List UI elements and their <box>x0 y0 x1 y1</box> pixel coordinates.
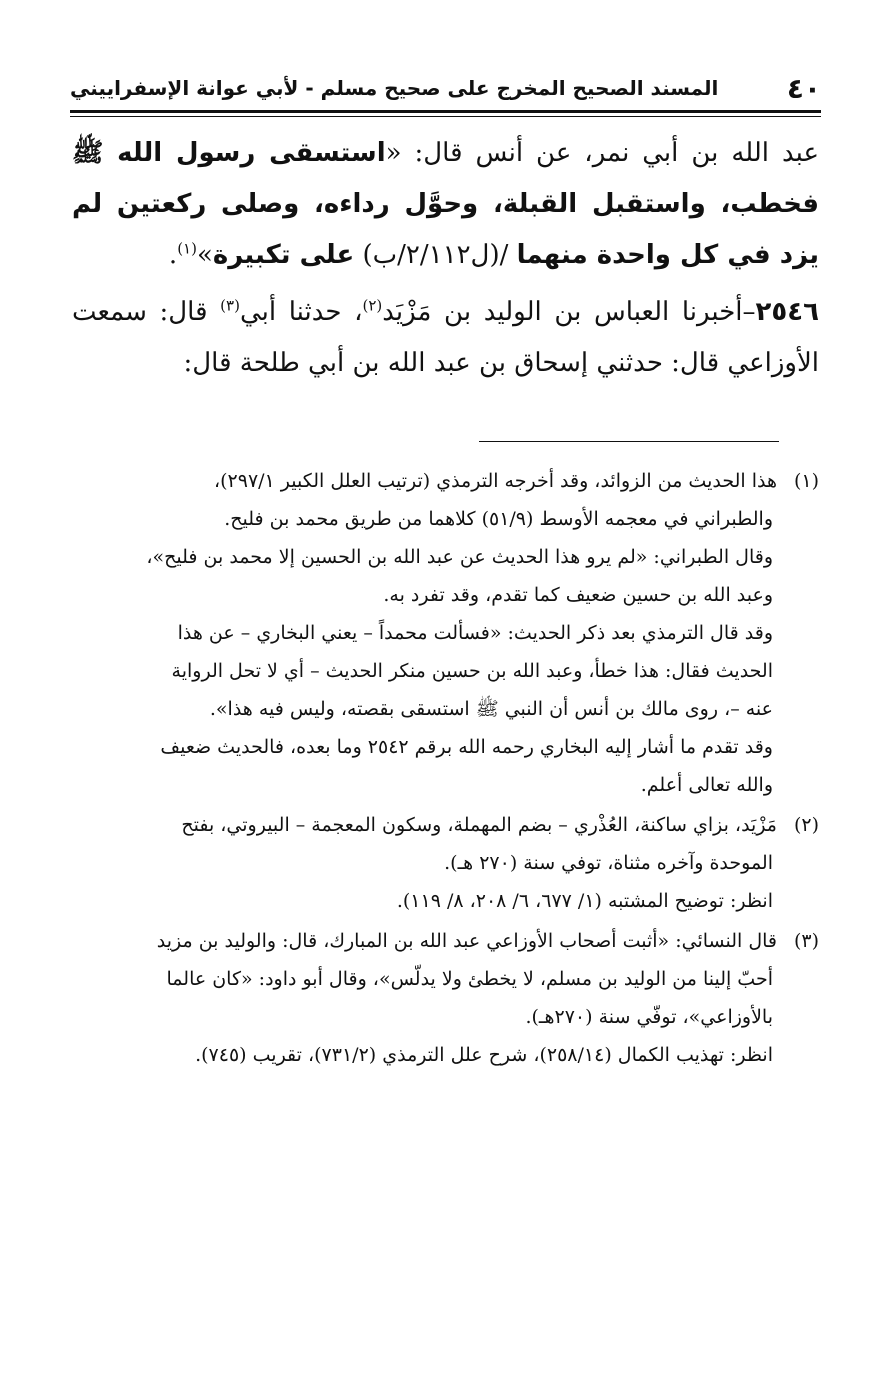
main-text <box>72 128 819 395</box>
text-run: عبد الله بن أبي نمر، عن أنس قال: « <box>385 138 819 168</box>
footnote-line: انظر: توضيح المشتبه (١/ ٦٧٧، ٦/ ٢٠٨، ٨/ ١١٩). <box>396 890 773 912</box>
footnote-line: أحبّ إلينا من الوليد بن مسلم، لا يخطئ ولا يدلّس»، وقال أبو داود: «كان عالما <box>166 968 773 990</box>
footnote-ref: (٢) <box>362 296 383 315</box>
footnote-line: وقد قال الترمذي بعد ذكر الحديث: «فسألت محمداً – يعني البخاري – عن هذا <box>177 622 773 644</box>
footnote-line: وعبد الله بن حسين ضعيف كما تقدم، وقد تفرد به. <box>383 584 773 606</box>
folio-ref: /(ل٢/١١٢/ب) <box>354 240 517 270</box>
text-run: ، حدثنا أبي <box>239 297 363 327</box>
footnote-marker: (٣) <box>793 930 819 952</box>
hadith-continuation <box>72 128 819 281</box>
bold-run: استسقى رسول الله ﷺ فخطب، واستقبل القبلة، وحوَّل رداءه، وصلى ركعتين لم يزد في كل واحدة منهما <box>72 138 819 270</box>
header-rule <box>70 110 821 117</box>
footnote-line: الموحدة وآخره مثناة، توفي سنة (٢٧٠ هـ). <box>444 852 773 874</box>
footnote-line: انظر: تهذيب الكمال (٢٥٨/١٤)، شرح علل الترمذي (٧٣١/٢)، تقريب (٧٤٥). <box>195 1044 773 1066</box>
footnote-line: عنه –، روى مالك بن أنس أن النبي ﷺ استسقى بقصته، وليس فيه هذا». <box>209 698 773 720</box>
text-run: . <box>168 240 178 270</box>
footnote-marker: (١) <box>793 470 819 492</box>
footnote-3 <box>72 922 819 1074</box>
page-header <box>70 68 821 108</box>
footnote-line <box>72 922 819 960</box>
footnote-line: والله تعالى أعلم. <box>640 774 773 796</box>
footnote-2 <box>72 806 819 920</box>
running-title: المسند الصحيح المخرج على صحيح مسلم - لأبي عوانة الإسفراييني <box>70 76 719 100</box>
footnote-separator <box>479 441 779 442</box>
hadith-2546 <box>72 287 819 389</box>
footnote-line <box>72 806 819 844</box>
footnote-line: وقال الطبراني: «لم يرو هذا الحديث عن عبد الله بن الحسين إلا محمد بن فليح»، <box>146 546 773 568</box>
footnote-text: هذا الحديث من الزوائد، وقد أخرجه الترمذي (ترتيب العلل الكبير ٢٩٧/١)، <box>213 470 777 492</box>
footnote-ref: (٣) <box>220 296 240 315</box>
footnote-1 <box>72 462 819 804</box>
hadith-number: ٢٥٤٦ <box>755 297 819 327</box>
page-number: ٤٠ <box>786 71 821 105</box>
footnote-line: وقد تقدم ما أشار إليه البخاري رحمه الله برقم ٢٥٤٢ وما بعده، فالحديث ضعيف <box>160 736 773 758</box>
footnote-marker: (٢) <box>793 814 819 836</box>
footnote-ref: (١) <box>177 239 197 258</box>
footnote-line: بالأوزاعي»، توفّي سنة (٢٧٠هـ). <box>525 1006 773 1028</box>
footnote-line: الحديث فقال: هذا خطأ، وعبد الله بن حسين منكر الحديث – أي لا تحل الرواية <box>171 660 773 682</box>
footnote-text: مَزْيَد، بزاي ساكنة، العُذْري – بضم المهملة، وسكون المعجمة – البيروتي، بفتح <box>181 814 777 836</box>
text-run: » <box>196 240 213 270</box>
footnote-line: والطبراني في معجمه الأوسط (٥١/٩) كلاهما من طريق محمد بن فليح. <box>224 508 773 530</box>
footnotes <box>72 462 819 1076</box>
text-run: –أخبرنا العباس بن الوليد بن مَزْيَد <box>382 297 756 327</box>
footnote-line <box>72 462 819 500</box>
text-run: قال: سمعت الأوزاعي قال: حدثني إسحاق بن عبد الله بن أبي طلحة قال: <box>72 297 819 378</box>
footnote-text: قال النسائي: «أثبت أصحاب الأوزاعي عبد الله بن المبارك، قال: والوليد بن مزيد <box>156 930 777 952</box>
bold-run: على تكبيرة <box>212 240 355 270</box>
